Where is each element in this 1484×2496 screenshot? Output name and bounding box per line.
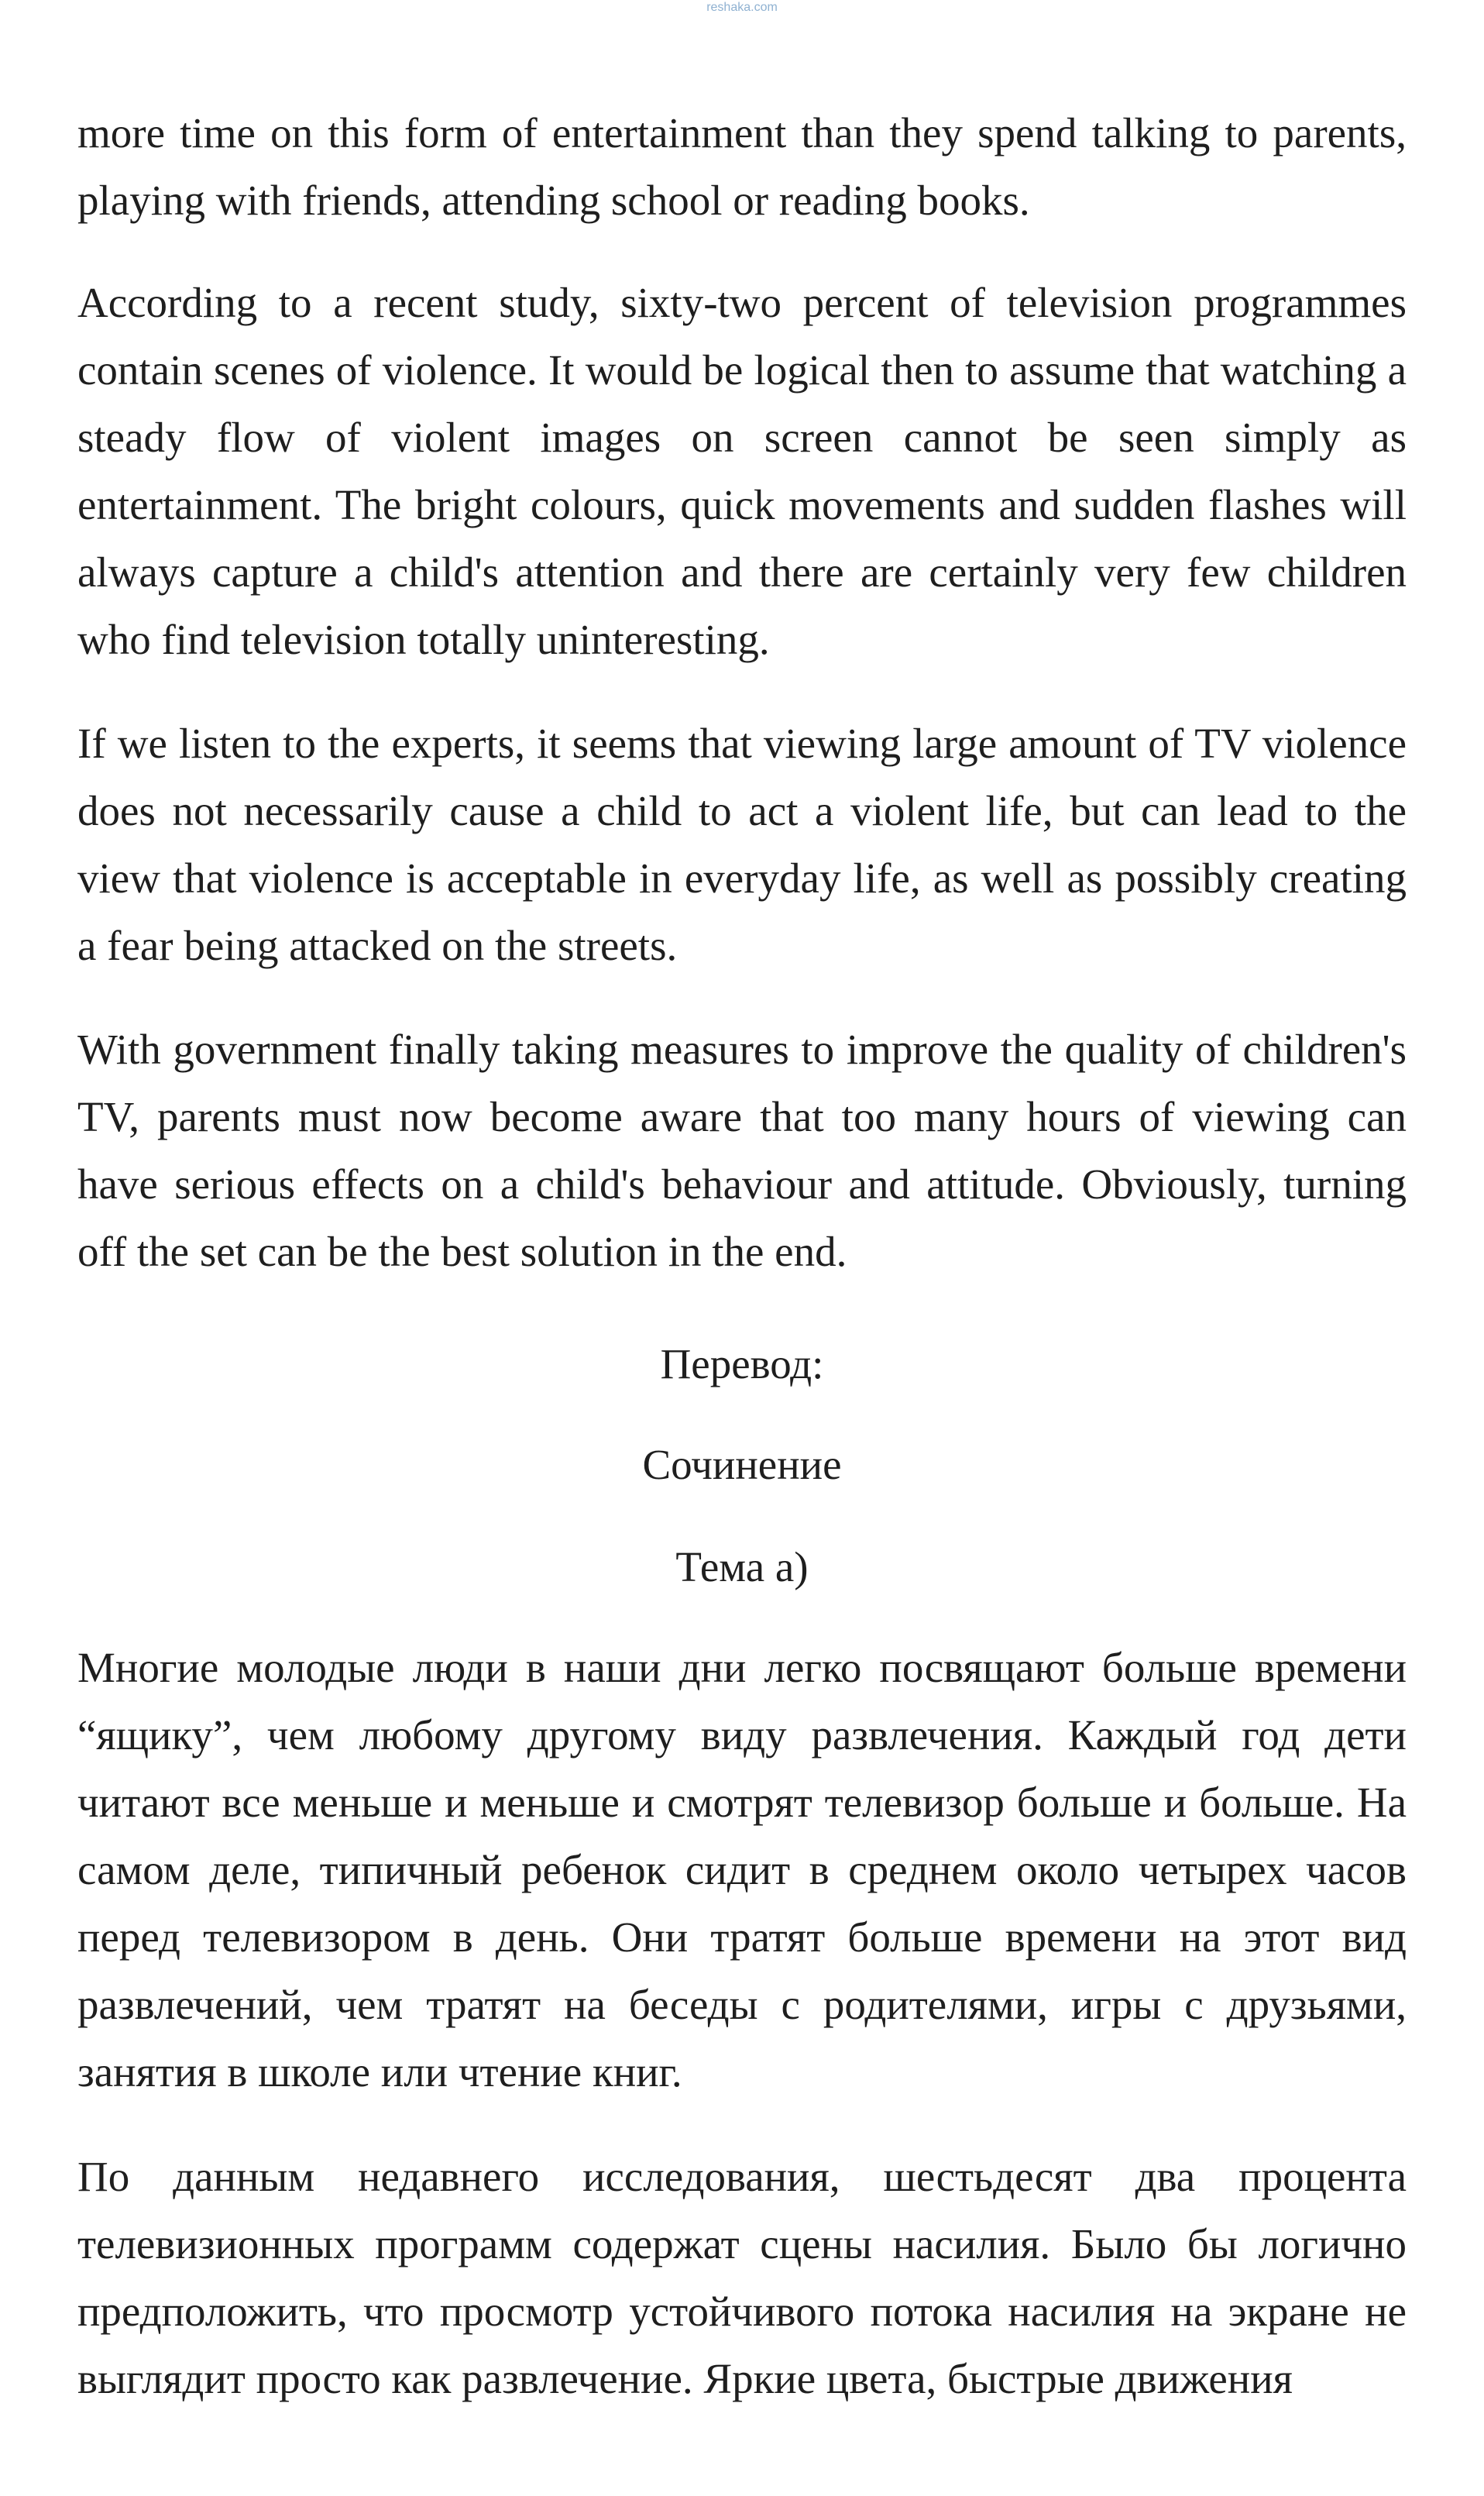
site-header[interactable]: reshaka.com — [706, 1, 778, 14]
essay-heading: Сочинение — [642, 1441, 842, 1488]
topic-heading: Тема а) — [675, 1543, 809, 1590]
russian-paragraph-1: Многие молодые люди в наши дни легко посвящают больше времени “ящику”, чем любому другому виду развлечения. Каждый год дети читают все меньше и меньше и смотрят телевизор больше и больше. На самом деле, типичный ребенок сидит в среднем около четырех часов перед телевизором в день. Они тратят больше времени на этот вид развлечений, чем тратят на беседы с родителями, игры с друзьями, занятия в школе или чтение книг. — [77, 1644, 1407, 2095]
document-content — [77, 99, 1407, 2412]
english-paragraph-1: more time on this form of entertainment than they spend talking to parents, playing with friends, attending school or reading books. — [77, 109, 1407, 224]
translation-heading: Перевод: — [660, 1340, 824, 1387]
english-paragraph-3: If we listen to the experts, it seems that viewing large amount of TV violence does not necessarily cause a child to act a violent life, but can lead to the view that violence is acceptable in everyday life, as well as possibly creating a fear being attacked on the streets. — [77, 720, 1407, 969]
english-paragraph-2: According to a recent study, sixty-two percent of television programmes contain scenes of violence. It would be logical then to assume that watching a steady flow of violent images on screen cannot be seen simply as entertainment. The bright colours, quick movements and sudden flashes will always capture a child's attention and there are certainly very few children who find television totally uninteresting. — [77, 279, 1407, 663]
russian-paragraph-2: По данным недавнего исследования, шестьдесят два процента телевизионных программ содержат сцены насилия. Было бы логично предположить, что просмотр устойчивого потока насилия на экране не выглядит просто как развлечение. Яркие цвета, быстрые движения — [77, 2153, 1407, 2402]
english-paragraph-4: With government finally taking measures to improve the quality of children's TV, parents must now become aware that too many hours of viewing can have serious effects on a child's behaviour and attitude. Obviously, turning off the set can be the best solution in the end. — [77, 1026, 1407, 1275]
